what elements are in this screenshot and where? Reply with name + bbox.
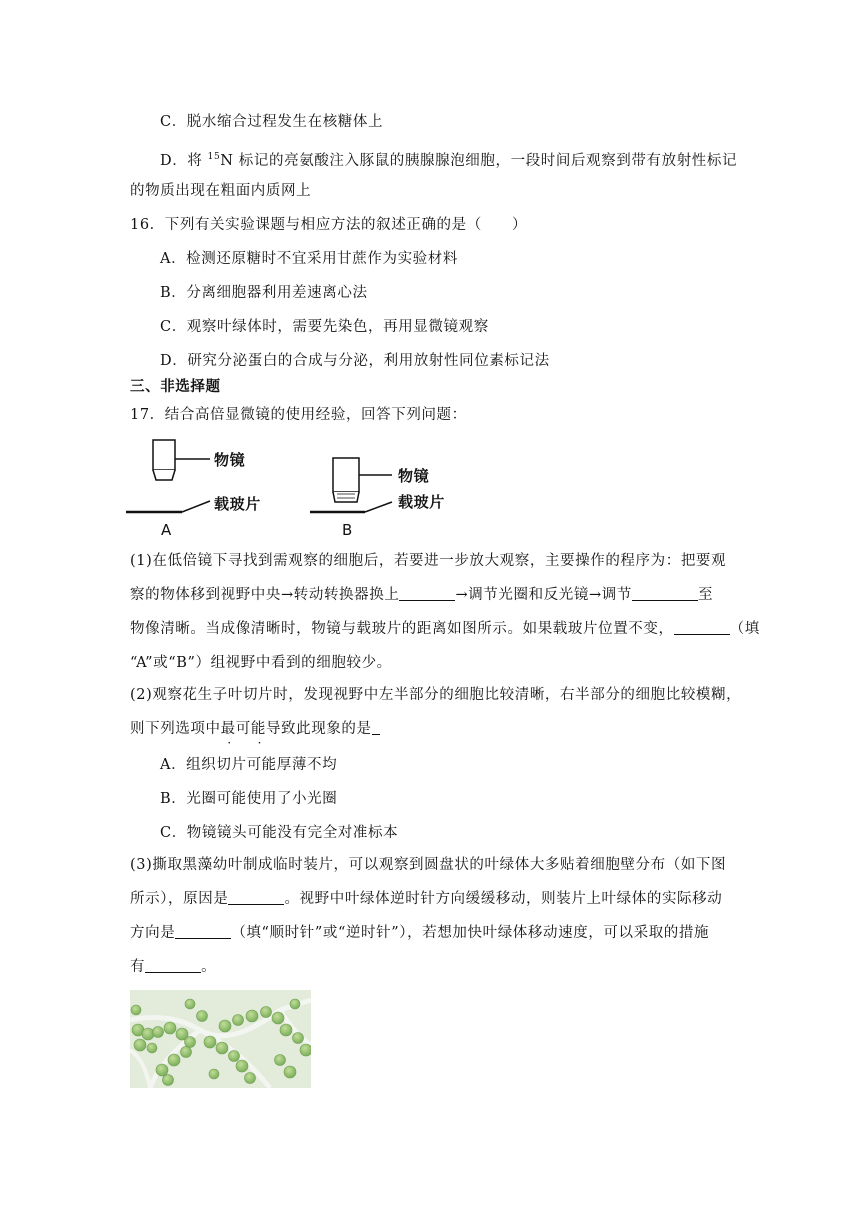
q17-part3-line2: [130, 889, 722, 909]
q17-part3-text-d: （填“顺时针”或“逆时针”），若想加快叶绿体移动速度，可以采取的措施: [231, 925, 710, 941]
q17-part1-line1: (1)在低倍镜下寻找到需观察的细胞后，若要进一步放大观察，主要操作的程序为：把要观: [130, 553, 727, 569]
q15-option-d-continued: 的物质出现在粗面内质网上: [130, 183, 312, 199]
emphasis-char: 能: [250, 721, 266, 737]
answer-blank[interactable]: [399, 586, 455, 601]
q15-option-c: C．脱水缩合过程发生在核糖体上: [160, 114, 384, 130]
figure-letter-a: A: [161, 521, 172, 539]
q15-option-d: [160, 147, 737, 171]
q17-part3-line1: (3)撕取黑藻幼叶制成临时装片，可以观察到圆盘状的叶绿体大多贴着细胞壁分布（如下图: [130, 857, 727, 873]
q17-part1-text-d: 物像清晰。当成像清晰时，物镜与载玻片的距离如图所示。如果载玻片位置不变，: [130, 621, 674, 637]
q17-part3-line4: [130, 957, 216, 977]
q16-option-b: B．分离细胞器利用差速离心法: [160, 285, 368, 301]
isotope-superscript: 15: [207, 152, 221, 162]
q15-option-d-text: N 标记的亮氨酸注入豚鼠的胰腺腺泡细胞，一段时间后观察到带有放射性标记: [220, 153, 738, 169]
objective-label-a: 物镜: [214, 451, 246, 469]
answer-blank[interactable]: [228, 890, 284, 905]
figure-letter-b: B: [342, 521, 353, 539]
q17-part1-line3: [130, 619, 760, 639]
answer-blank[interactable]: [175, 924, 231, 939]
q17-part1-line2: [130, 585, 713, 605]
q17-part2-line2: [130, 719, 380, 739]
q17-part2-text-a: 则下列选项中: [130, 721, 221, 737]
q17-part3-text-e: 有: [130, 959, 146, 975]
section-title: 三、非选择题: [130, 378, 221, 395]
slide-label-a: 载玻片: [214, 495, 261, 513]
q17-stem: 17．结合高倍显微镜的使用经验，回答下列问题：: [130, 407, 467, 423]
q16-stem: 16．下列有关实验课题与相应方法的叙述正确的是（ ）: [130, 217, 528, 233]
q17-part2-option-b: B．光圈可能使用了小光圈: [160, 791, 338, 807]
q17-part2-text-mid: 可: [235, 721, 251, 737]
q17-part3-text-f: 。: [201, 959, 217, 975]
objective-b: [310, 458, 392, 512]
q17-part2-line1: (2)观察花生子叶切片时，发现视野中左半部分的细胞比较清晰，右半部分的细胞比较模糊，: [130, 687, 742, 703]
objective-label-b: 物镜: [398, 467, 430, 485]
slide-label-b: 载玻片: [398, 493, 445, 511]
q17-part1-text-b: →调节光圈和反光镜→调节: [455, 587, 632, 603]
answer-blank[interactable]: [674, 620, 730, 635]
q17-part3-line3: [130, 923, 709, 943]
q17-part2-option-a: A．组织切片可能厚薄不均: [160, 757, 338, 773]
q17-part1-text-c: 至: [697, 587, 714, 603]
q17-part1-text-e: （填: [729, 621, 760, 637]
answer-blank[interactable]: [632, 586, 698, 601]
q16-option-a: A．检测还原糖时不宜采用甘蔗作为实验材料: [160, 251, 458, 267]
objective-a: [126, 440, 210, 512]
q17-part3-text-c: 方向是: [130, 925, 176, 941]
q17-part1-line4: “A”或“B”）组视野中看到的细胞较少。: [130, 655, 392, 671]
q17-part3-text-b: 。视野中叶绿体逆时针方向缓缓移动，则装片上叶绿体的实际移动: [284, 891, 723, 907]
q17-part2-option-c: C．物镜镜头可能没有完全对准标本: [160, 825, 399, 841]
q16-option-c: C．观察叶绿体时，需要先染色，再用显微镜观察: [160, 319, 489, 335]
q17-part2-text-b: 导致此现象的是: [265, 721, 372, 737]
answer-blank[interactable]: [372, 720, 380, 735]
q17-part1-text-a: 察的物体移到视野中央→转动转换器换上: [130, 587, 400, 603]
q16-option-d: D．研究分泌蛋白的合成与分泌，利用放射性同位素标记法: [160, 353, 550, 369]
answer-blank[interactable]: [145, 958, 201, 973]
q17-part3-text-a: 所示），原因是: [130, 891, 229, 907]
emphasis-char: 最: [220, 721, 236, 737]
chloroplast-micrograph: [130, 990, 311, 1088]
q15-option-d-prefix: D．将: [160, 153, 208, 169]
